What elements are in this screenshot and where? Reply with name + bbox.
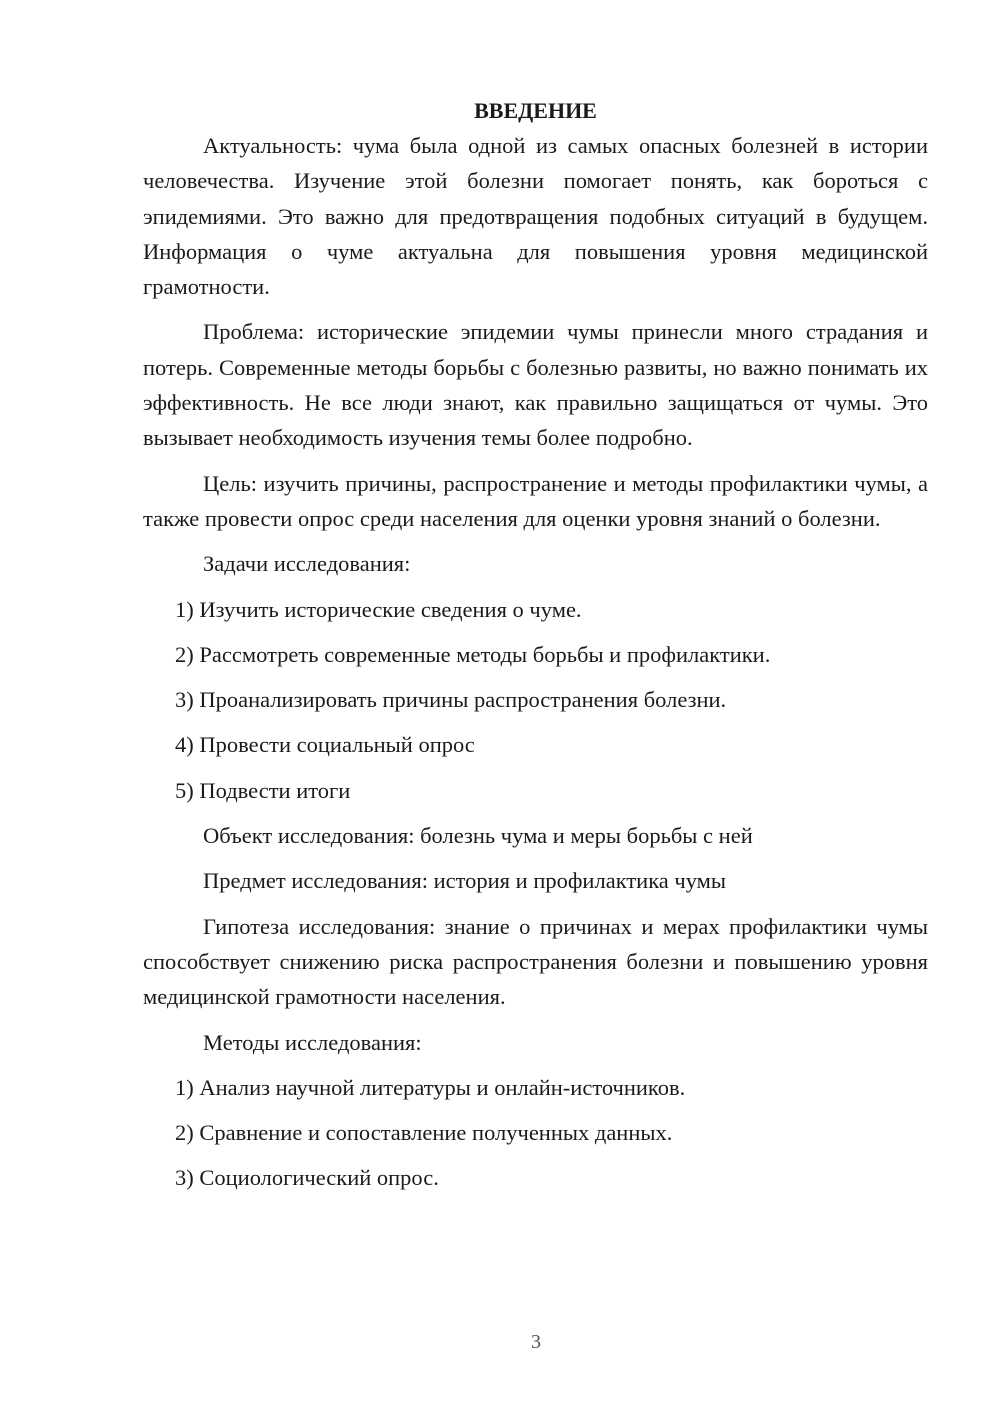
section-heading: ВВЕДЕНИЕ bbox=[474, 98, 597, 123]
task-item: 1) Изучить исторические сведения о чуме. bbox=[175, 596, 582, 622]
method-item: 2) Сравнение и сопоставление полученных данных. bbox=[175, 1120, 673, 1146]
problem-paragraph: Проблема: исторические эпидемии чумы принесли много страдания и потерь. Современные методы борьбы с болезнью развиты, но важно понимать их эффективность. Не все люди знают, как правильно защищаться от чумы. Это вызывает необходимость изучения темы более подробно. bbox=[143, 319, 928, 451]
task-item: 5) Подвести итоги bbox=[175, 777, 351, 803]
object-line: Объект исследования: болезнь чума и меры борьбы с ней bbox=[203, 823, 753, 849]
page-number: 3 bbox=[531, 1331, 541, 1353]
goal-paragraph: Цель: изучить причины, распространение и методы профилактики чумы, а также провести опрос среди населения для оценки уровня знаний о болезни. bbox=[143, 470, 928, 531]
subject-line: Предмет исследования: история и профилактика чумы bbox=[203, 868, 727, 894]
methods-title: Методы исследования: bbox=[203, 1029, 422, 1055]
task-item: 4) Провести социальный опрос bbox=[175, 732, 475, 758]
method-item: 3) Социологический опрос. bbox=[175, 1165, 439, 1191]
page-content bbox=[143, 93, 928, 1206]
tasks-title: Задачи исследования: bbox=[203, 551, 411, 577]
task-item: 2) Рассмотреть современные методы борьбы и профилактики. bbox=[175, 641, 771, 667]
hypothesis-paragraph: Гипотеза исследования: знание о причинах и мерах профилактики чумы способствует снижению риска распространения болезни и повышению уровня медицинской грамотности населения. bbox=[143, 913, 928, 1010]
task-item: 3) Проанализировать причины распространения болезни. bbox=[175, 687, 727, 713]
relevance-paragraph: Актуальность: чума была одной из самых опасных болезней в истории человечества. Изучение этой болезни помогает понять, как бороться с эпидемиями. Это важно для предотвращения подобных ситуаций в будущем. Информация о чуме актуальна для повышения уровня медицинской грамотности. bbox=[143, 133, 928, 300]
method-item: 1) Анализ научной литературы и онлайн-источников. bbox=[175, 1074, 686, 1100]
